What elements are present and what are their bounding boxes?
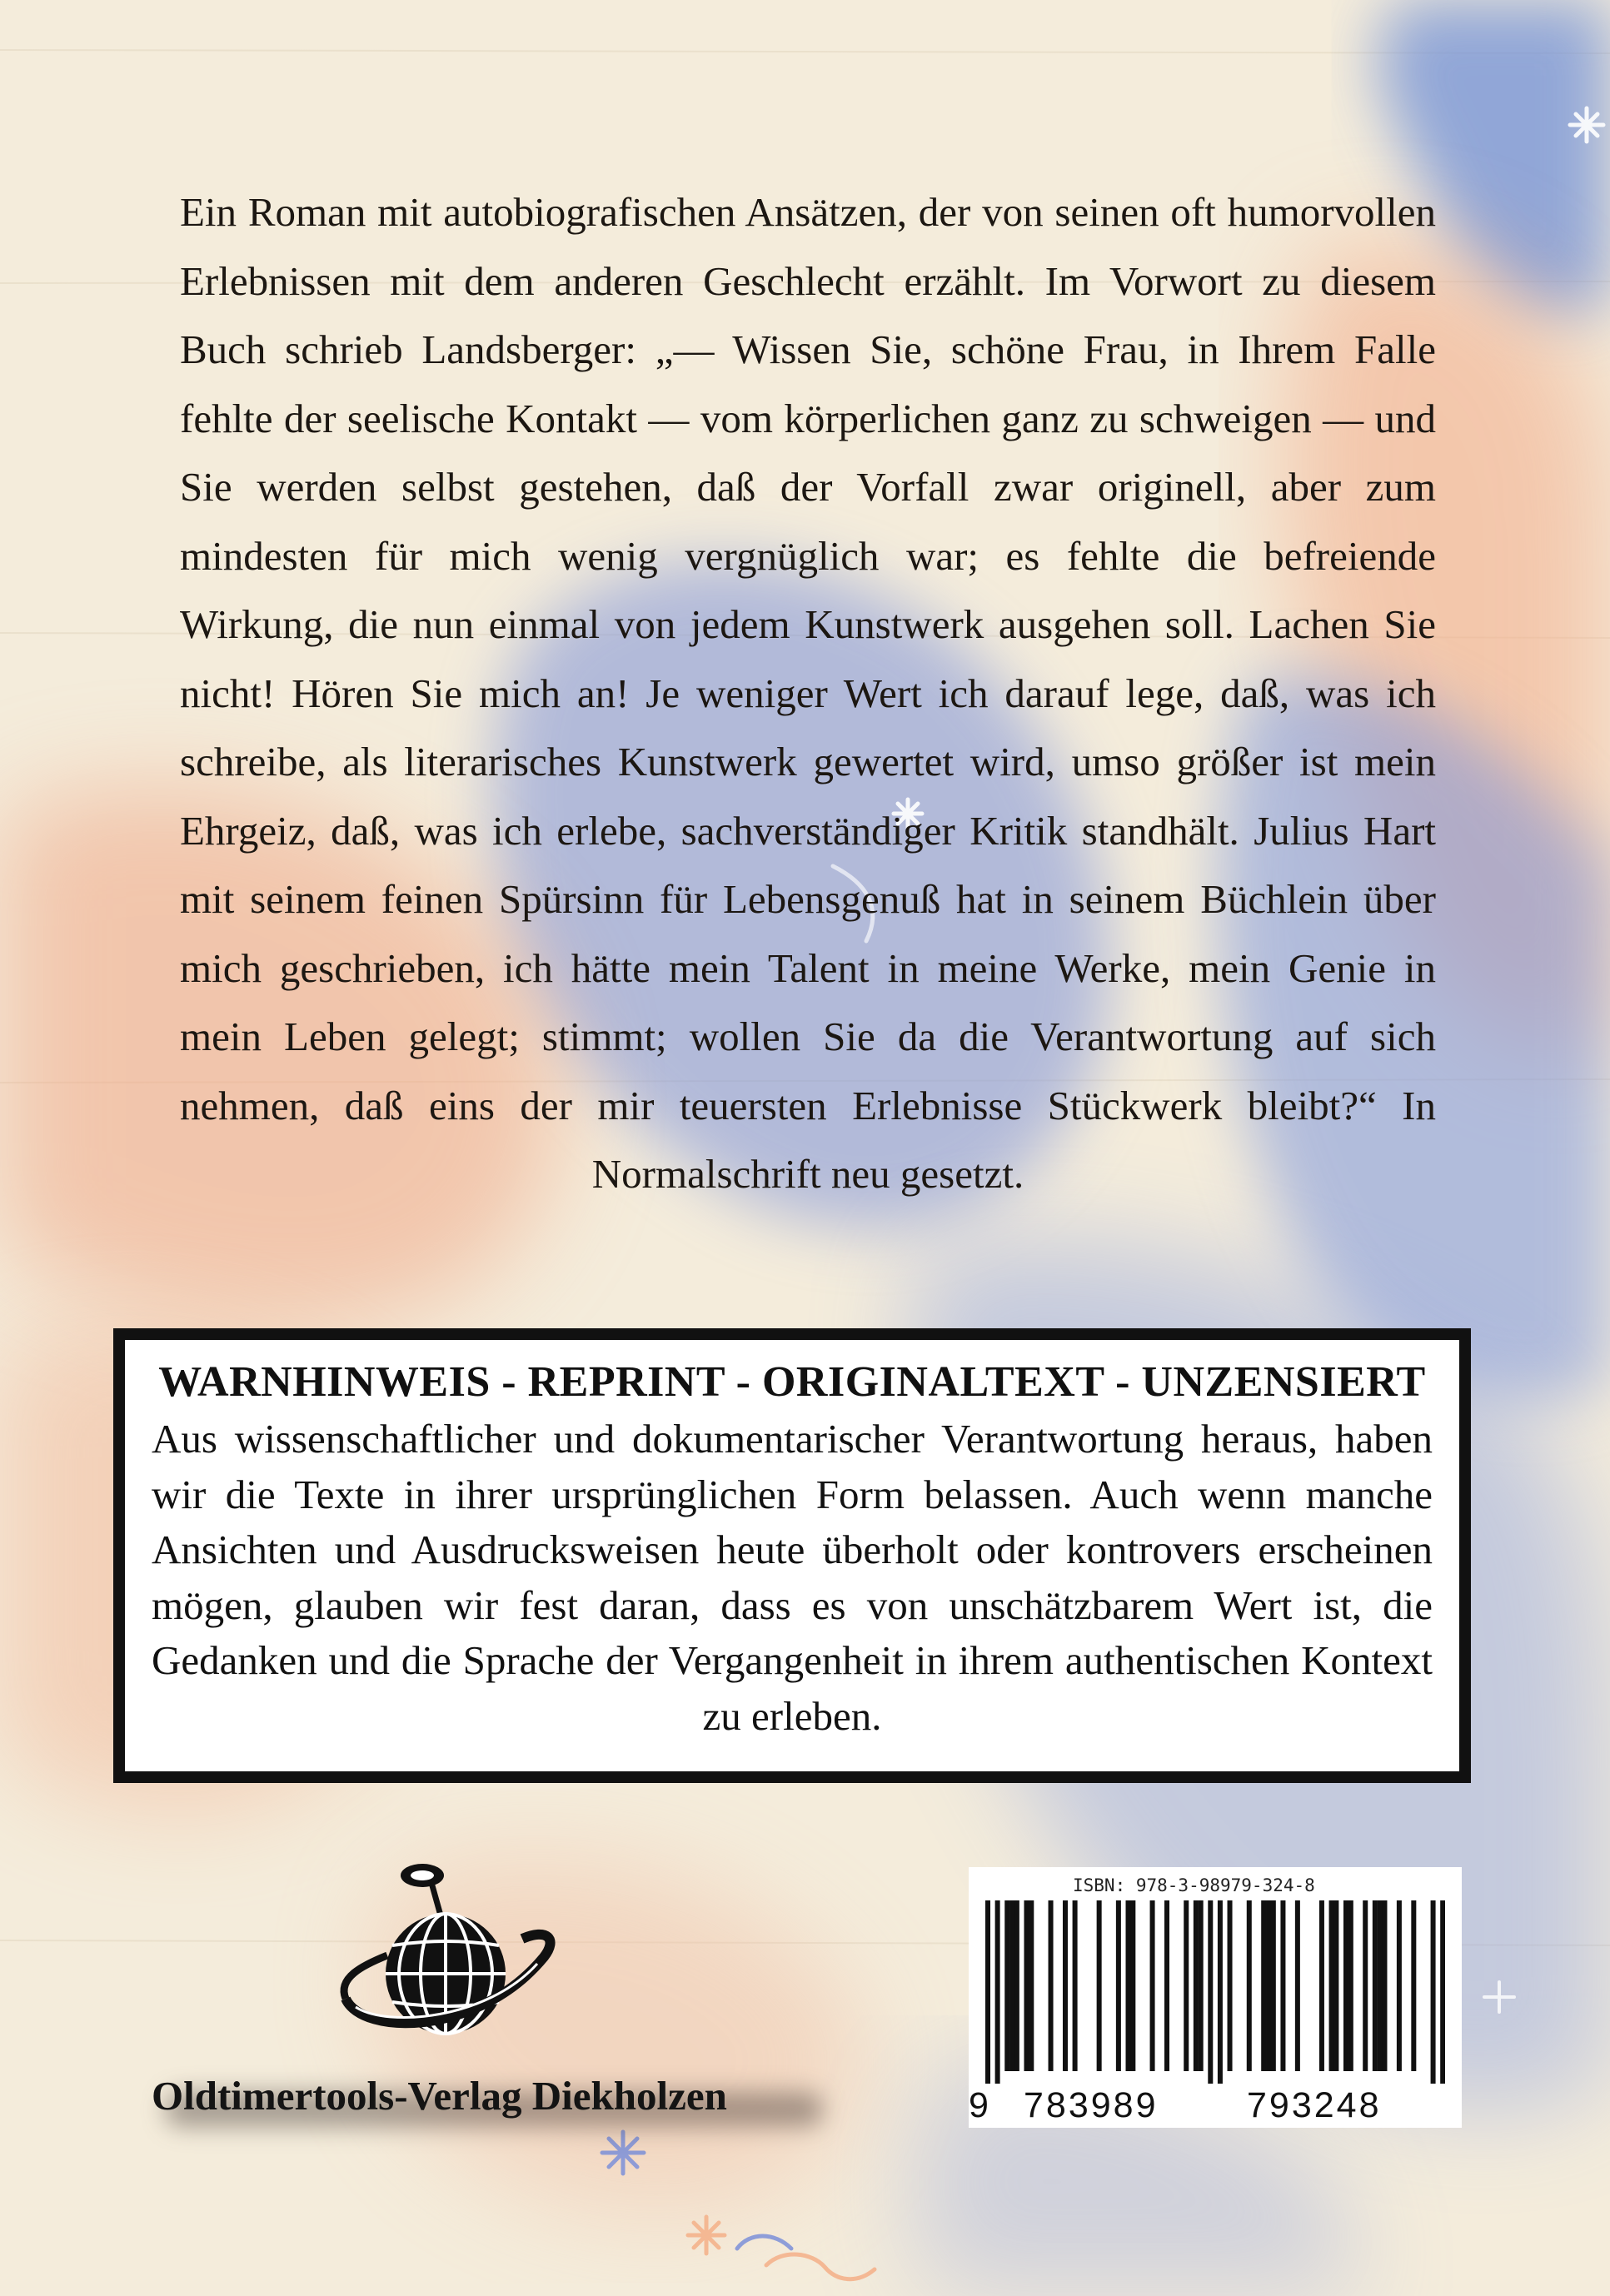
barcode-bar [985, 1900, 990, 2084]
barcode-bar [1329, 1900, 1334, 2071]
barcode-bar [1097, 1900, 1102, 2071]
barcode-bar [1382, 1900, 1387, 2071]
warning-box [113, 1328, 1471, 1783]
barcode-bar [1009, 1900, 1014, 2071]
barcode-bars [985, 1900, 1445, 2084]
barcode-bar [1343, 1900, 1348, 2071]
barcode-bar [1029, 1900, 1034, 2071]
barcode-bar [1208, 1900, 1213, 2084]
ean-right-digits: 793248 [1247, 2085, 1382, 2125]
barcode-bar [1271, 1900, 1276, 2071]
barcode-bar [1130, 1900, 1135, 2071]
barcode-bar [1295, 1900, 1300, 2071]
barcode-bar [1266, 1900, 1271, 2071]
barcode-bar [1378, 1900, 1383, 2071]
ean-left-digits: 783989 [1024, 2085, 1159, 2125]
isbn-label: ISBN: 978-3-98979-324-8 [1073, 1875, 1315, 1895]
barcode-bar [1218, 1900, 1223, 2084]
back-cover-blurb: Ein Roman mit autobiografischen Ansätzen, der von seinen oft humorvollen Erlebnissen mit dem anderen Geschlecht erzählt. Im Vorwort zu diesem Buch schrieb Landsberger: „— Wissen Sie, schöne Frau, in Ihrem Falle fehlte der seelische Kontakt — vom körperlichen ganz zu schweigen — und Sie werden selbst gestehen, daß der Vorfall zwar originell, aber zum mindesten für mich wenig vergnüglich war; es fehlte die befreiende Wirkung, die nun einmal von jedem Kunstwerk ausgehen soll. Lachen Sie nicht! Hören Sie mich an! Je weniger Wert ich darauf lege, daß, was ich schreibe, als literarisches Kunstwerk gewertet wird, umso größer ist mein Ehrgeiz, daß, was ich erlebe, sachverständiger Kritik standhält. Julius Hart mit seinem feinen Spürsinn für Lebensgenuß hat in seinem Büchlein über mich geschrieben, ich hätte mein Talent in meine Werke, mein Genie in mein Leben gelegt; stimmt; wollen Sie da die Verantwortung auf sich nehmen, daß eins der mir teuersten Erlebnisse Stückwerk bleibt?“ In Normalschrift neu gesetzt. [180, 189, 1436, 1197]
barcode-bar [1199, 1900, 1204, 2071]
barcode-bar [1004, 1900, 1009, 2071]
barcode-bar [1184, 1900, 1189, 2071]
barcode-bar [1024, 1900, 1029, 2071]
barcode-bar [1280, 1900, 1285, 2071]
barcode-bar [1150, 1900, 1155, 2071]
barcode-bar [1049, 1900, 1054, 2071]
publisher-name: Oldtimertools-Verlag Diekholzen [152, 2073, 727, 2119]
barcode-bar [1164, 1900, 1169, 2071]
ean-first-digit: 9 [969, 2085, 991, 2125]
barcode-bar [1363, 1900, 1368, 2071]
barcode-bar [1014, 1900, 1019, 2071]
warning-body: Aus wissenschaftlicher und dokumentarischer Verantwortung heraus, haben wir die Texte in ihrer ursprünglichen Form belassen. Auch wenn manche Ansichten und Ausdrucksweisen heute überholt oder kontrovers erscheinen mögen, glauben wir fest daran, dass es von unschätzbarem Wert ist, die Gedanken und die Sprache der Vergangenheit in ihrem authentischen Kontext zu erleben. [152, 1416, 1433, 1739]
barcode-bar [995, 1900, 1000, 2084]
globe-logo-icon [329, 1857, 562, 2065]
barcode-bar [1440, 1900, 1445, 2084]
barcode-bar [1126, 1900, 1131, 2071]
barcode-bar [1247, 1900, 1252, 2071]
warning-title: WARNHINWEIS - REPRINT - ORIGINALTEXT - UNZENSIERT [158, 1358, 1426, 1406]
barcode-bar [1431, 1900, 1436, 2084]
barcode-bar [1073, 1900, 1078, 2071]
barcode-bar [1116, 1900, 1121, 2071]
barcode-bar [1348, 1900, 1353, 2071]
barcode-bar [1411, 1900, 1416, 2071]
barcode-bar [1194, 1900, 1199, 2071]
barcode-bar [1333, 1900, 1338, 2071]
barcode-bar [1261, 1900, 1266, 2071]
barcode-bar [1397, 1900, 1402, 2071]
isbn-barcode [969, 1867, 1462, 2128]
barcode-bar [1319, 1900, 1324, 2071]
barcode-bar [1228, 1900, 1233, 2071]
barcode-bar [1373, 1900, 1378, 2071]
barcode-bar [1063, 1900, 1068, 2071]
